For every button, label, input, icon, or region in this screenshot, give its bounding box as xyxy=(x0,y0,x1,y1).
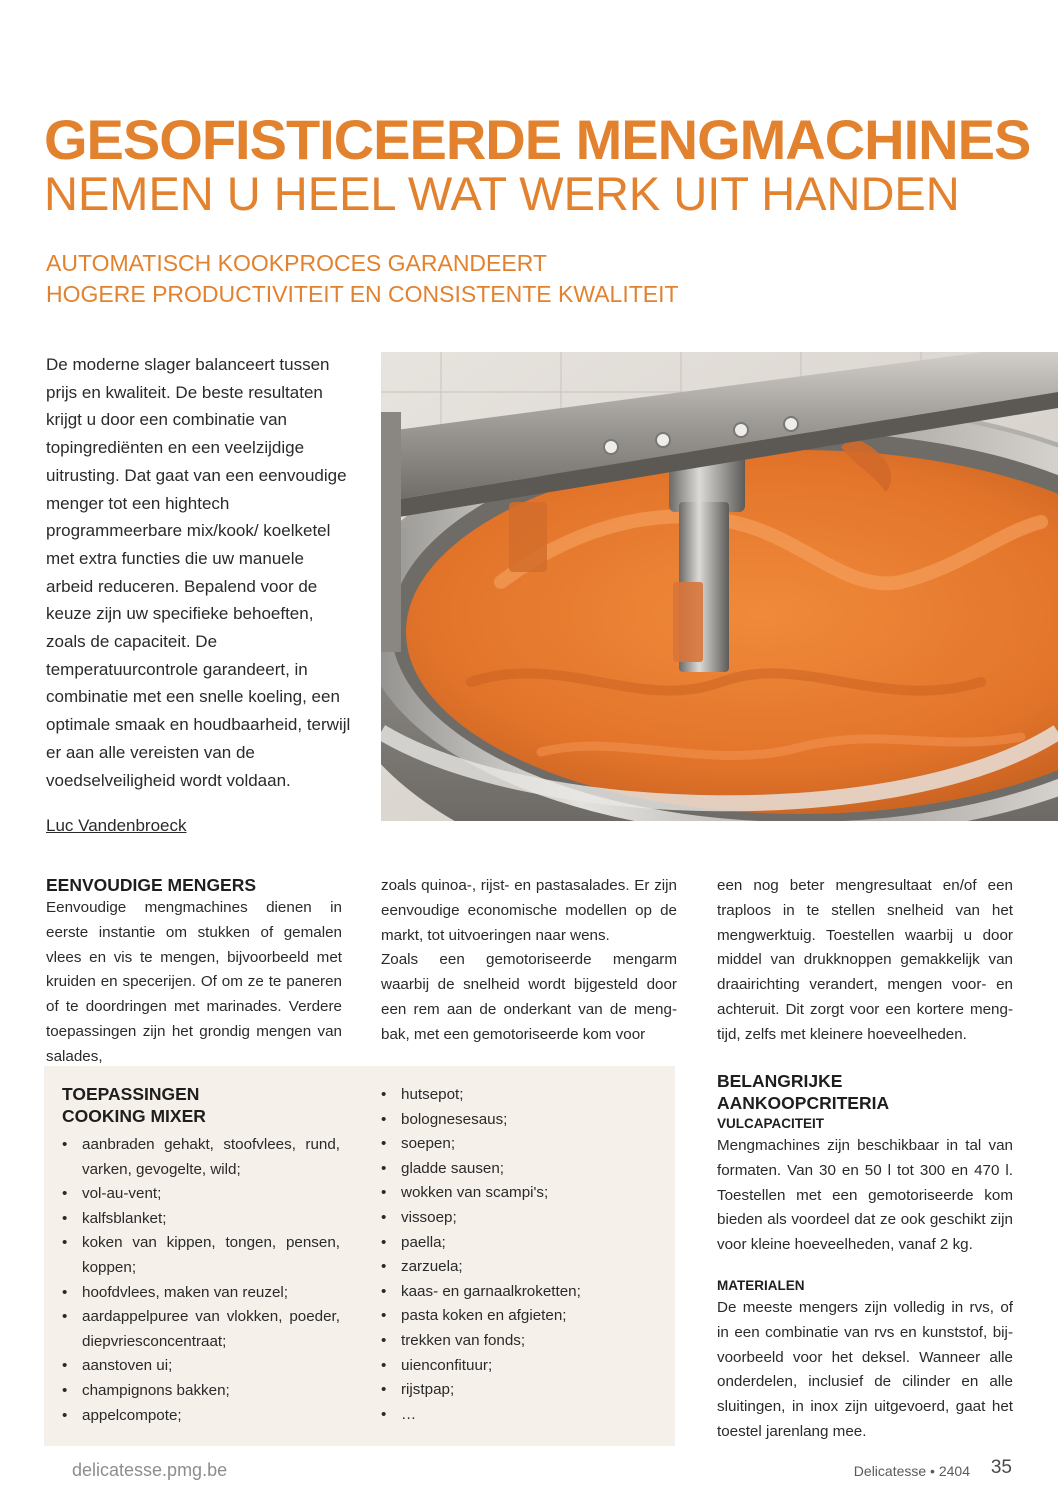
list-item: • kaas- en garnaalkroketten; xyxy=(381,1280,661,1305)
footer-magazine-issue: Delicatesse • 2404 xyxy=(853,1463,970,1479)
applications-list-right xyxy=(381,1083,661,1427)
headline-main: GESOFISTICEERDE MENGMACHINES xyxy=(44,108,1031,171)
section-heading-eenvoudige-mengers: EENVOUDIGE MENGERS xyxy=(46,875,257,895)
headline-secondary: NEMEN U HEEL WAT WERK UIT HANDEN xyxy=(44,167,960,220)
list-item: • appelcompote; xyxy=(62,1404,340,1429)
subtitle-line-1: AUTOMATISCH KOOKPROCES GARANDEERT xyxy=(46,250,547,276)
column-3-text: een nog beter mengresultaat en/of een traploos in te stellen snelheid van het mengwerktuig. Toestellen waarbij u door middel van drukknoppen gemakkelijk van draairichting verandert, mengen voor- en achteruit. Dit zorgt voor een kortere mengtijd, zelfs met kleinere hoeveelheden. xyxy=(717,877,1013,1043)
subheading-materialen: MATERIALEN xyxy=(717,1277,805,1293)
applications-title-line-2: COOKING MIXER xyxy=(62,1106,206,1126)
mixer-photo-illustration xyxy=(381,352,1058,821)
list-item: • koken van kippen, tongen, pensen, koppen; xyxy=(62,1231,340,1280)
list-item: • rijstpap; xyxy=(381,1378,661,1403)
list-item: • hutsepot; xyxy=(381,1083,661,1108)
column-1-text: Eenvoudige mengmachines dienen in eerste instantie om stukken of gemalen vlees en vis te mengen, bijvoorbeeld met kruiden en specerijen. Of om ze te paneren of te doordringen met marinades. Verdere toepassingen zijn het grondig mengen van salades, xyxy=(46,899,342,1065)
column-1 xyxy=(46,874,342,1070)
vulcapaciteit-text: Mengmachines zijn beschikbaar in tal van formaten. Van 30 en 50 l tot 300 en 470 l. Toestellen met een gemotoriseerde kom bieden als voordeel dat ze ook geschikt zijn voor kleine hoeveelheden, vanaf 2 kg. xyxy=(717,1137,1013,1254)
list-item: • aardappelpuree van vlokken, poeder, diepvriesconcentraat; xyxy=(62,1305,340,1354)
mixer-photo xyxy=(381,352,1058,821)
list-item: • aanbraden gehakt, stoofvlees, rund, varken, gevogelte, wild; xyxy=(62,1133,340,1182)
applications-box-title xyxy=(62,1083,342,1127)
column-2-paragraph-2: Zoals een gemotoriseerde mengarm waarbij de snelheid wordt bijgesteld door een rem aan de onderkant van de mengbak, met een gemotoriseerde kom voor xyxy=(381,951,677,1043)
list-item: • trekken van fonds; xyxy=(381,1329,661,1354)
list-item: • zarzuela; xyxy=(381,1255,661,1280)
applications-list-left xyxy=(62,1133,340,1428)
applications-title-line-1: TOEPASSINGEN xyxy=(62,1084,200,1104)
purchase-criteria xyxy=(717,1070,1013,1445)
list-item: • … xyxy=(381,1403,661,1428)
list-item: • soepen; xyxy=(381,1132,661,1157)
list-item: • aanstoven ui; xyxy=(62,1354,340,1379)
list-item: • kalfsblanket; xyxy=(62,1207,340,1232)
list-item: • wokken van scampi's; xyxy=(381,1181,661,1206)
list-item: • bolognesesaus; xyxy=(381,1108,661,1133)
list-item: • gladde sausen; xyxy=(381,1157,661,1182)
column-3 xyxy=(717,874,1013,1048)
materialen-text: De meeste mengers zijn volledig in rvs, of in een combinatie van rvs en kunststof, bijvoorbeeld voor het deksel. Wanneer alle onderdelen, inclusief de cilinder en alle sluitingen, in inox zijn uitgevoerd, gaat het toestel jarenlang mee. xyxy=(717,1298,1013,1440)
list-item: • uienconfituur; xyxy=(381,1354,661,1379)
intro-paragraph: De moderne slager balanceert tussen prijs en kwaliteit. De beste resultaten krijgt u door een combinatie van topingrediënten en een veelzijdige uitrusting. Dat gaat van een eenvoudige menger tot een hightech programmeerbare mix/kook/ koelketel met extra functies die uw manuele arbeid reduceren. Bepalend voor de keuze zijn uw specifieke behoeften, zoals de capaciteit. De temperatuurcontrole garandeert, in combinatie met een snelle koeling, een optimale smaak en houdbaarheid, terwijl er aan alle vereisten van de voedselveiligheid wordt voldaan. xyxy=(46,355,351,790)
list-item: • vol-au-vent; xyxy=(62,1182,340,1207)
column-2 xyxy=(381,874,677,1048)
list-item: • hoofdvlees, maken van reuzel; xyxy=(62,1281,340,1306)
subheading-vulcapaciteit: VULCAPACITEIT xyxy=(717,1116,824,1131)
list-item: • paella; xyxy=(381,1231,661,1256)
author-link[interactable]: Luc Vandenbroeck xyxy=(46,816,187,835)
list-item: • champignons bakken; xyxy=(62,1379,340,1404)
list-item: • vissoep; xyxy=(381,1206,661,1231)
subtitle-line-2: HOGERE PRODUCTIVITEIT EN CONSISTENTE KWALITEIT xyxy=(46,281,679,307)
list-item: • pasta koken en afgieten; xyxy=(381,1304,661,1329)
section-heading-aankoopcriteria: BELANGRIJKE AANKOOPCRITERIA xyxy=(717,1071,890,1113)
page-number: 35 xyxy=(990,1457,1012,1478)
column-2-paragraph-1: zoals quinoa-, rijst- en pastasalades. Er zijn eenvoudige economische modellen op de markt, tot uitvoeringen naar wens. xyxy=(381,877,677,944)
footer-website-link[interactable]: delicatesse.pmg.be xyxy=(72,1460,228,1480)
